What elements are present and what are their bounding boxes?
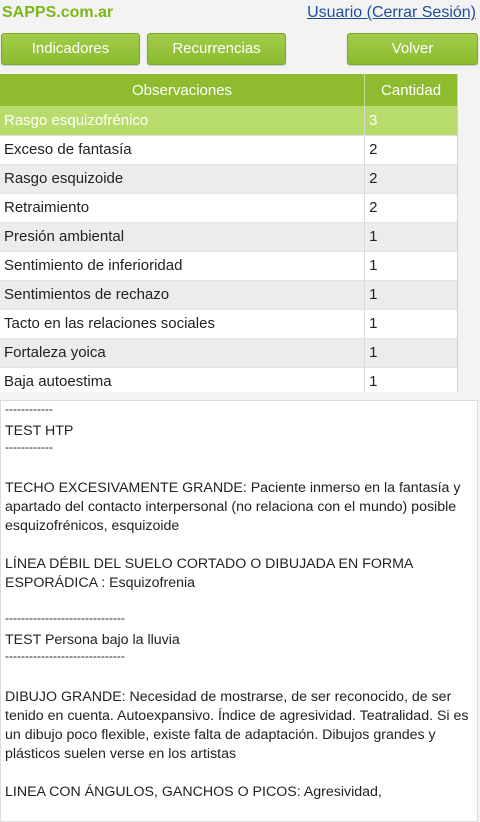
table-row[interactable] <box>0 309 458 338</box>
test-htp-title: TEST HTP <box>5 423 74 439</box>
indicadores-button[interactable]: Indicadores <box>1 33 140 65</box>
header-observaciones[interactable]: Observaciones <box>0 74 365 106</box>
cell-cantidad: 3 <box>365 106 458 135</box>
observations-table-container[interactable] <box>0 74 458 392</box>
cell-observacion: Tacto en las relaciones sociales <box>0 309 365 338</box>
header-cantidad[interactable]: Cantidad <box>365 74 458 106</box>
table-row[interactable] <box>0 164 458 193</box>
cell-cantidad: 1 <box>365 309 458 338</box>
test-htp-paragraph-1: TECHO EXCESIVAMENTE GRANDE: Paciente inmerso en la fantasía y apartado del contacto interpersonal (no relaciona con el mundo) posible esquizofrénicos, esquizoide <box>5 480 461 534</box>
observations-table <box>0 74 458 392</box>
cell-cantidad: 2 <box>365 135 458 164</box>
test-htp-paragraph-2: LÍNEA DÉBIL DEL SUELO CORTADO O DIBUJADA EN FORMA ESPORÁDICA : Esquizofrenia <box>5 556 413 591</box>
paragraph-spacer <box>5 593 473 612</box>
table-row[interactable] <box>0 193 458 222</box>
separator-line: ------------ <box>5 402 53 416</box>
table-row[interactable] <box>0 367 458 392</box>
cell-observacion: Rasgo esquizofrénico <box>0 106 365 135</box>
paragraph-spacer <box>5 764 473 783</box>
cell-observacion: Baja autoestima <box>0 367 365 392</box>
table-header-row <box>0 74 458 106</box>
details-text-panel[interactable] <box>0 400 478 822</box>
cell-observacion: Rasgo esquizoide <box>0 164 365 193</box>
volver-button[interactable]: Volver <box>347 33 478 65</box>
table-row[interactable] <box>0 280 458 309</box>
cell-cantidad: 1 <box>365 222 458 251</box>
table-row[interactable] <box>0 251 458 280</box>
cell-cantidad: 2 <box>365 193 458 222</box>
cell-cantidad: 1 <box>365 251 458 280</box>
table-row[interactable] <box>0 338 458 367</box>
table-row[interactable] <box>0 135 458 164</box>
cell-cantidad: 1 <box>365 280 458 309</box>
paragraph-spacer <box>5 536 473 555</box>
separator-line: ------------------------------ <box>5 611 125 625</box>
test-lluvia-title: TEST Persona bajo la lluvia <box>5 632 180 648</box>
cell-cantidad: 1 <box>365 367 458 392</box>
test-lluvia-paragraph-1: DIBUJO GRANDE: Necesidad de mostrarse, de ser reconocido, de ser tenido en cuenta. Autoexpansivo. Índice de agresividad. Teatralidad. Si es un dibujo poco flexible, existe falta de adaptación. Dibujos grandes y plásticos suelen verse en los artistas <box>5 689 469 762</box>
cell-observacion: Sentimiento de inferioridad <box>0 251 365 280</box>
cell-observacion: Presión ambiental <box>0 222 365 251</box>
table-row[interactable] <box>0 222 458 251</box>
cell-observacion: Sentimientos de rechazo <box>0 280 365 309</box>
cell-observacion: Fortaleza yoica <box>0 338 365 367</box>
cell-observacion: Retraimiento <box>0 193 365 222</box>
separator-line: ------------ <box>5 440 53 454</box>
user-logout-link[interactable]: Usuario (Cerrar Sesión) <box>307 4 476 21</box>
cell-cantidad: 2 <box>365 164 458 193</box>
paragraph-spacer <box>5 669 473 688</box>
cell-cantidad: 1 <box>365 338 458 367</box>
table-row[interactable] <box>0 106 458 135</box>
test-lluvia-paragraph-2: LINEA CON ÁNGULOS, GANCHOS O PICOS: Agresividad, <box>5 784 382 800</box>
app-header <box>0 0 480 28</box>
paragraph-spacer <box>5 460 473 479</box>
brand-logo: SAPPS.com.ar <box>2 4 114 21</box>
recurrencias-button[interactable]: Recurrencias <box>147 33 286 65</box>
cell-observacion: Exceso de fantasía <box>0 135 365 164</box>
separator-line: ------------------------------ <box>5 649 125 663</box>
